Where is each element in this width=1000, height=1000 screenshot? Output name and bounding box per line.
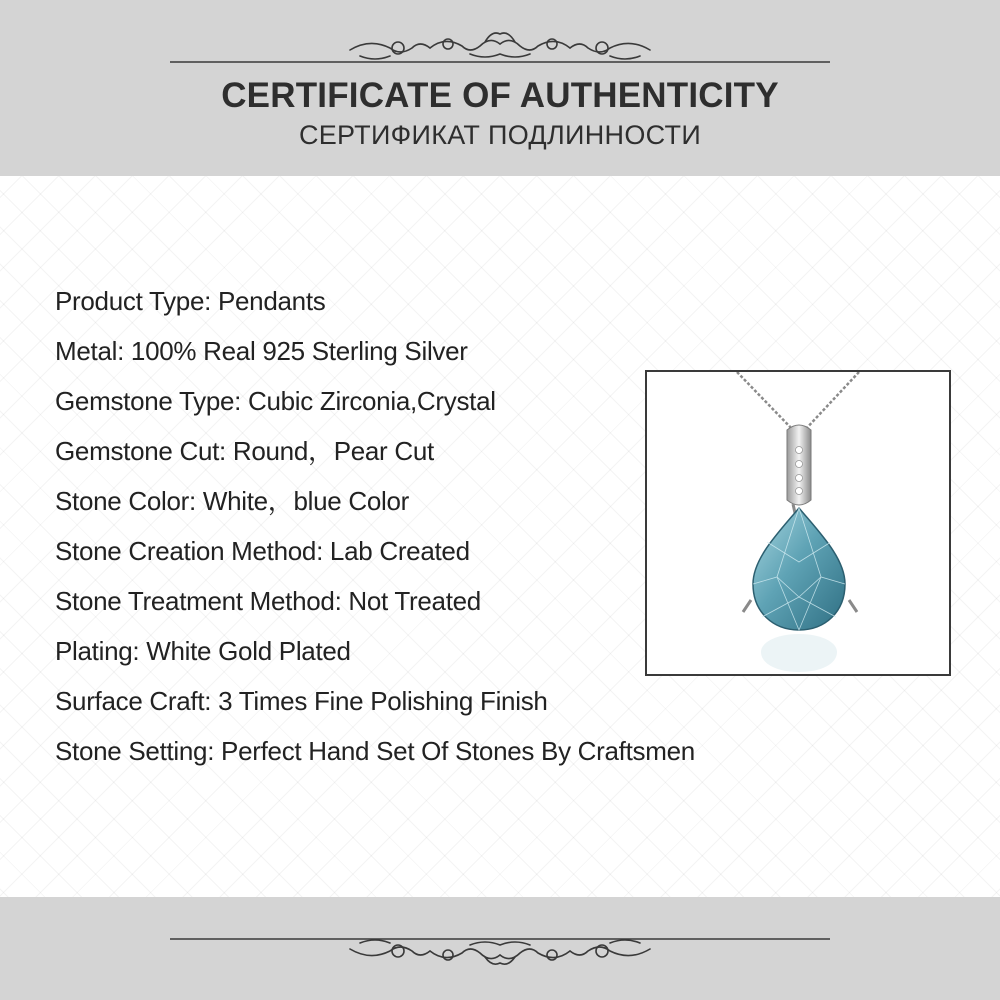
spec-surface-craft: Surface Craft: 3 Times Fine Polishing Finish xyxy=(55,686,548,716)
spec-gemstone-cut: Gemstone Cut: Round，Pear Cut xyxy=(55,436,434,466)
product-spec-list xyxy=(55,283,695,783)
pendant-necklace-image xyxy=(647,372,949,674)
spec-stone-setting: Stone Setting: Perfect Hand Set Of Stones By Craftsmen xyxy=(55,736,695,766)
certificate-title-russian: СЕРТИФИКАТ ПОДЛИННОСТИ xyxy=(298,120,702,150)
certificate-title-english: CERTIFICATE OF AUTHENTICITY xyxy=(221,76,779,115)
header-ornament-icon xyxy=(0,28,1000,68)
spec-stone-treatment-method: Stone Treatment Method: Not Treated xyxy=(55,586,481,616)
spec-product-type: Product Type: Pendants xyxy=(55,286,326,316)
spec-stone-color: Stone Color: White，blue Color xyxy=(55,486,410,516)
spec-stone-creation-method: Stone Creation Method: Lab Created xyxy=(55,536,470,566)
spec-gemstone-type: Gemstone Type: Cubic Zirconia,Crystal xyxy=(55,386,496,416)
spec-plating: Plating: White Gold Plated xyxy=(55,636,351,666)
footer-band xyxy=(0,897,1000,1000)
footer-ornament-icon xyxy=(0,927,1000,969)
product-photo xyxy=(645,370,951,676)
header-band xyxy=(0,0,1000,176)
spec-metal: Metal: 100% Real 925 Sterling Silver xyxy=(55,336,468,366)
